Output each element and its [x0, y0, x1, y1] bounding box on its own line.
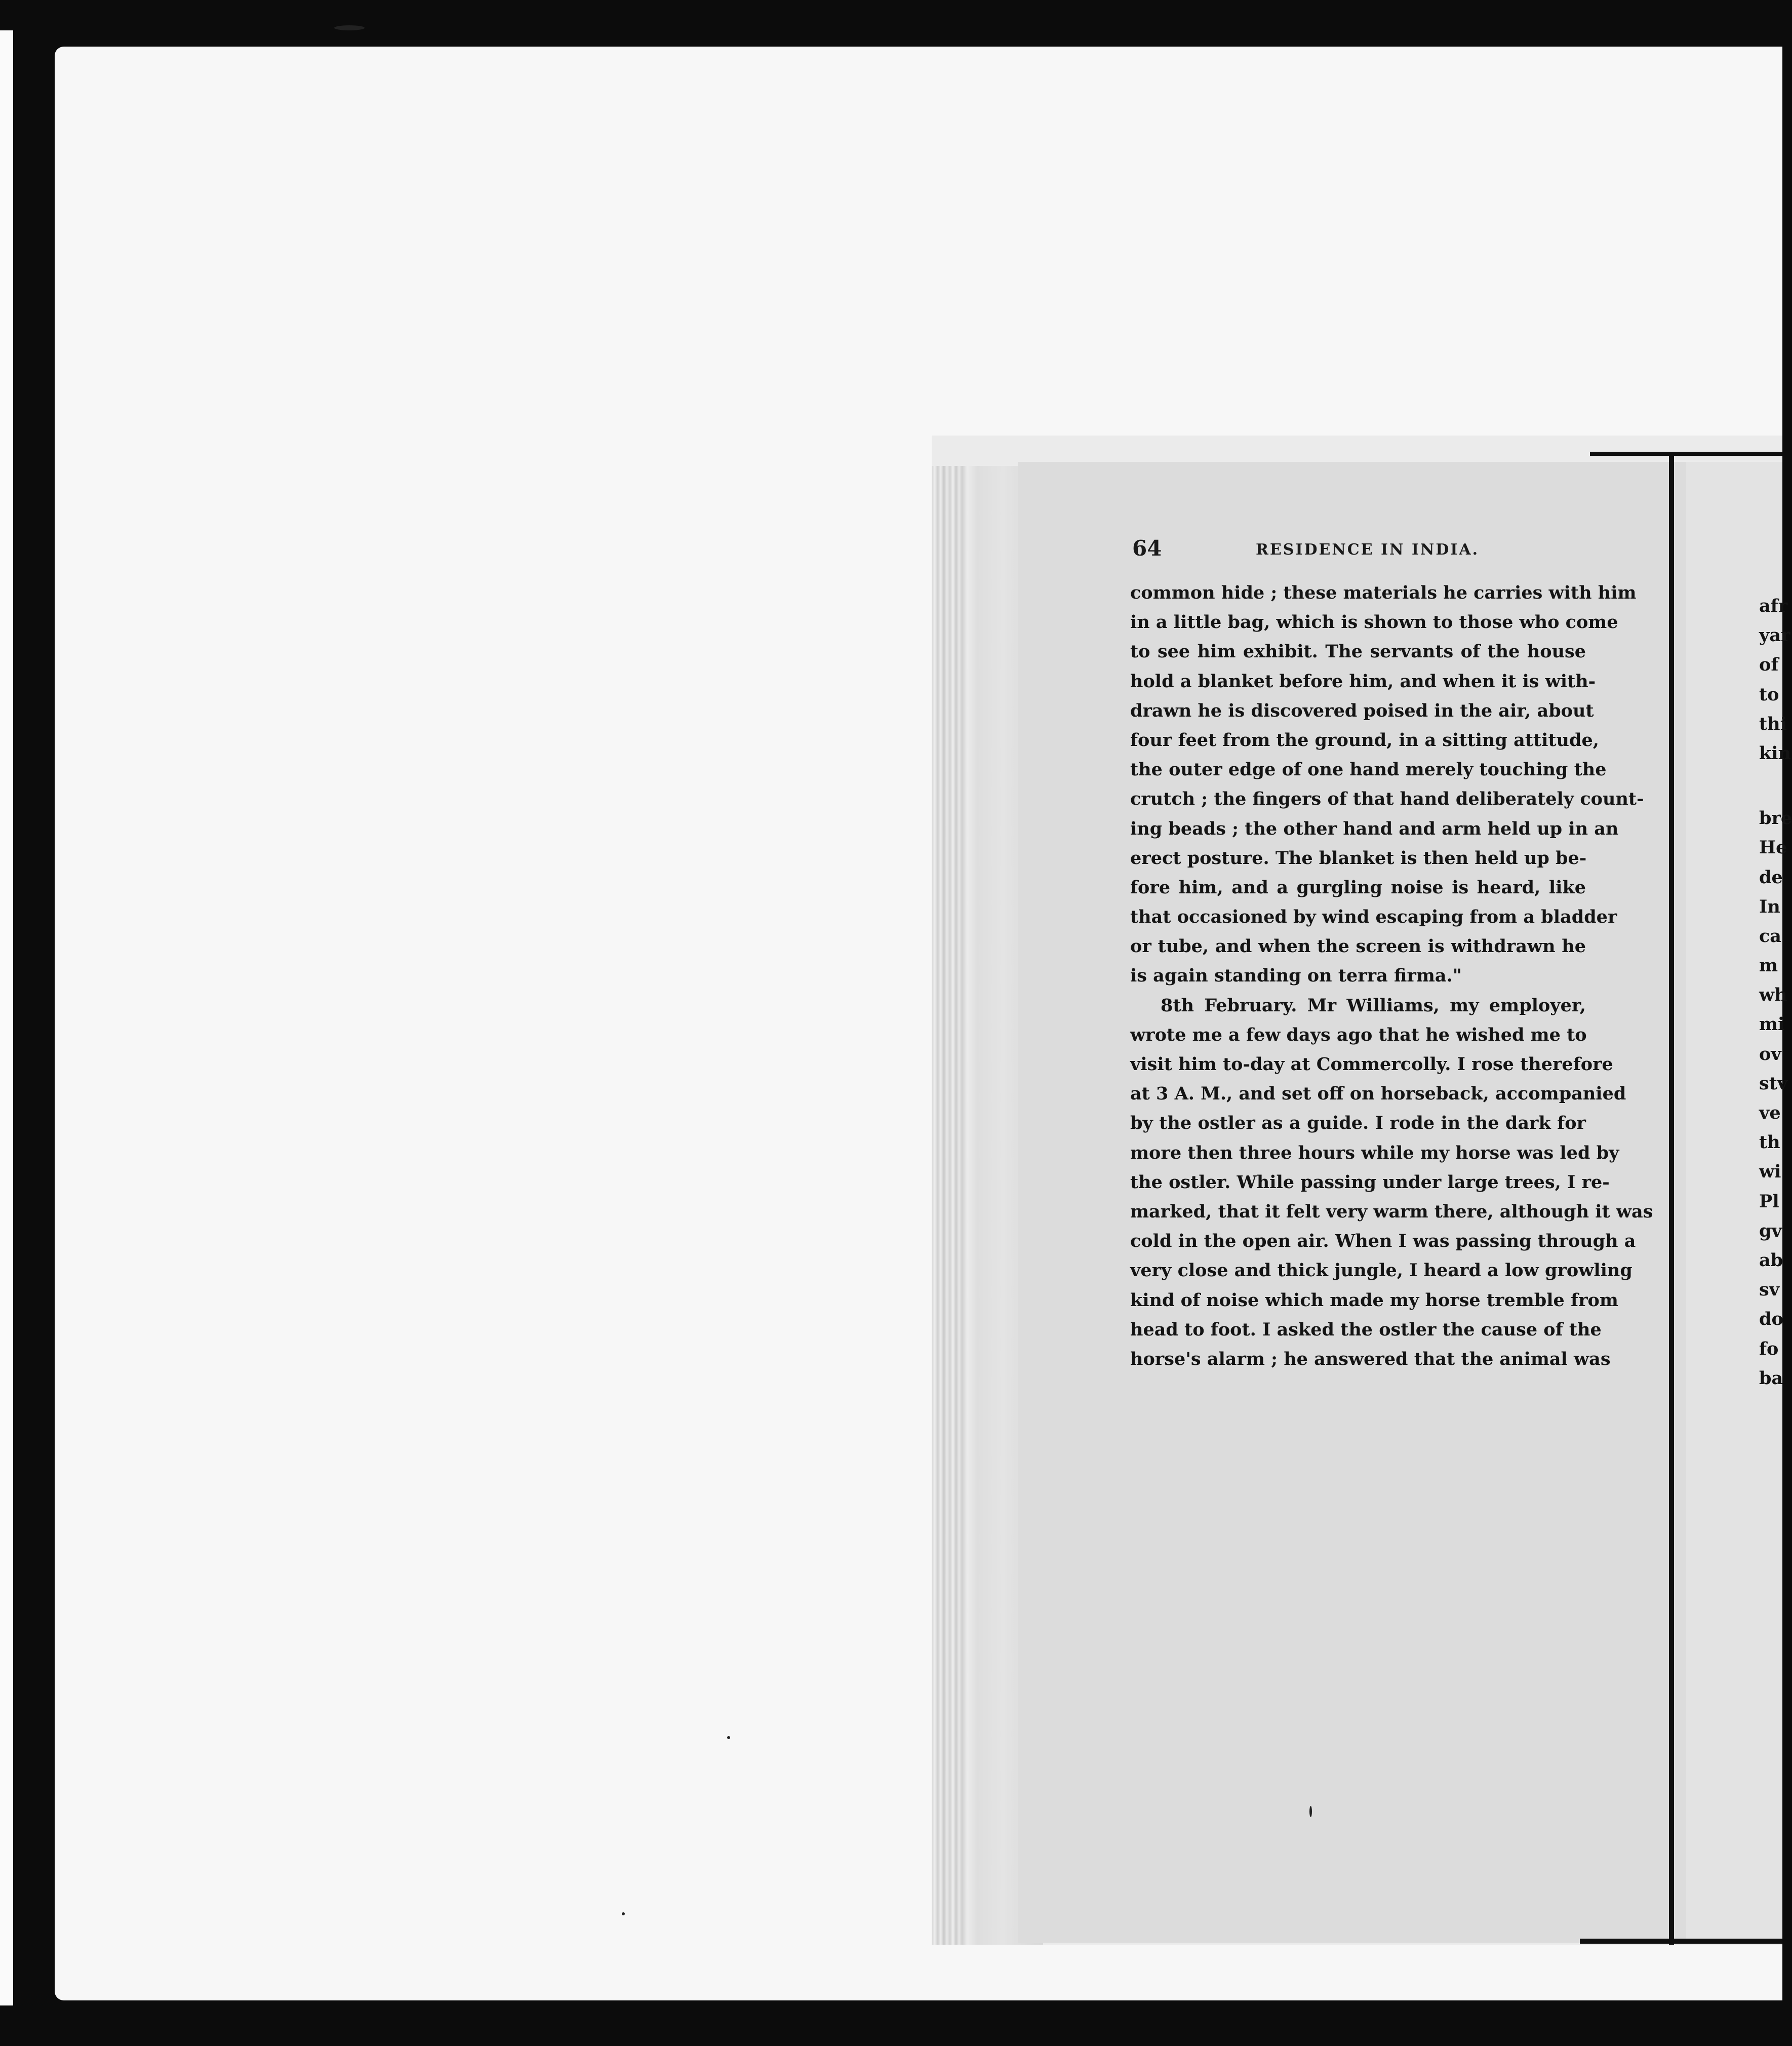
gutter-top-rule [1590, 452, 1782, 456]
text-line: four feet from the ground, in a sitting attitude, [1130, 729, 1599, 751]
text-line: head to foot. I asked the ostler the cause of the [1130, 1319, 1602, 1340]
text-line: very close and thick jungle, I heard a low growling [1130, 1260, 1632, 1281]
text-line: common hide ; these materials he carries with him [1130, 582, 1637, 603]
right-text-fragment: wh [1759, 985, 1787, 1006]
right-text-fragment: In [1759, 896, 1780, 917]
right-text-fragment: m [1759, 955, 1778, 976]
right-text-fragment: de [1759, 867, 1783, 888]
right-text-fragment: kin [1759, 742, 1791, 764]
right-text-fragment: gv [1759, 1220, 1782, 1241]
right-text-fragment: of [1759, 654, 1779, 676]
text-line: cold in the open air. When I was passing through a [1130, 1231, 1636, 1252]
right-text-fragment: ba [1759, 1367, 1783, 1389]
text-line: visit him to-day at Commercolly. I rose therefore [1130, 1054, 1613, 1075]
right-page-text-fragments [1759, 592, 1792, 1393]
right-text-fragment: do [1759, 1309, 1783, 1330]
text-line: fore him, and a gurgling noise is heard, like [1130, 877, 1586, 898]
text-line: the ostler. While passing under large trees, I re- [1130, 1171, 1610, 1193]
text-line: kind of noise which made my horse tremble from [1130, 1289, 1618, 1311]
page-number: 64 [1132, 536, 1162, 561]
text-line: ing beads ; the other hand and arm held up in an [1130, 818, 1619, 839]
text-line: erect posture. The blanket is then held up be- [1130, 847, 1587, 869]
text-line: hold a blanket before him, and when it is with- [1130, 671, 1596, 692]
text-line: in a little bag, which is shown to those who come [1130, 612, 1618, 633]
film-speck [1309, 1806, 1312, 1817]
running-head [1132, 536, 1588, 566]
right-text-fragment: ov [1759, 1043, 1781, 1065]
text-line: by the ostler as a guide. I rode in the dark for [1130, 1113, 1586, 1134]
right-text-fragment: yar [1759, 625, 1790, 646]
text-line: at 3 A. M., and set off on horseback, accompanied [1130, 1083, 1626, 1105]
right-text-fragment: ve [1759, 1103, 1781, 1123]
left-page-text [1130, 578, 1653, 1374]
text-line: is again standing on terra firma." [1130, 965, 1462, 987]
text-line: wrote me a few days ago that he wished me to [1130, 1024, 1587, 1045]
film-edge [0, 30, 13, 2005]
text-line: crutch ; the fingers of that hand deliberately count- [1130, 789, 1644, 810]
text-line: that occasioned by wind escaping from a bladder [1130, 907, 1617, 928]
right-text-fragment: He [1759, 837, 1787, 858]
right-text-fragment: wi [1759, 1161, 1781, 1183]
text-line: the outer edge of one hand merely touching the [1130, 759, 1607, 780]
text-line: 8th February. Mr Williams, my employer, [1161, 995, 1586, 1016]
text-line: or tube, and when the screen is withdrawn he [1130, 936, 1586, 957]
right-text-fragment: ca [1759, 925, 1781, 947]
film-speck [727, 1736, 730, 1739]
right-text-fragment: mi [1759, 1014, 1785, 1035]
right-text-fragment: fo [1759, 1338, 1779, 1359]
right-text-fragment: sv [1759, 1279, 1780, 1301]
right-text-fragment: Pl [1759, 1191, 1779, 1212]
running-title: RESIDENCE IN INDIA. [1256, 541, 1480, 559]
text-line: to see him exhibit. The servants of the house [1130, 641, 1586, 662]
right-text-fragment: stv [1759, 1073, 1788, 1094]
film-speck [334, 25, 365, 30]
text-line: marked, that it felt very warm there, although it was [1130, 1201, 1653, 1222]
gutter-bottom-rule [1580, 1939, 1782, 1944]
film-speck [622, 1912, 625, 1915]
right-text-fragment: to [1759, 684, 1779, 705]
right-text-fragment: bre [1759, 808, 1792, 829]
right-text-fragment: th [1759, 1132, 1780, 1153]
right-text-fragment: thi [1759, 713, 1787, 734]
text-line: horse's alarm ; he answered that the animal was [1130, 1348, 1611, 1369]
paragraph-gap [1759, 768, 1782, 804]
text-line: drawn he is discovered poised in the air, about [1130, 700, 1594, 721]
gutter-rule [1669, 456, 1674, 1945]
right-text-fragment: ab [1759, 1249, 1783, 1271]
text-line: more then three hours while my horse was led by [1130, 1142, 1619, 1163]
right-text-fragment: afr [1759, 596, 1788, 616]
